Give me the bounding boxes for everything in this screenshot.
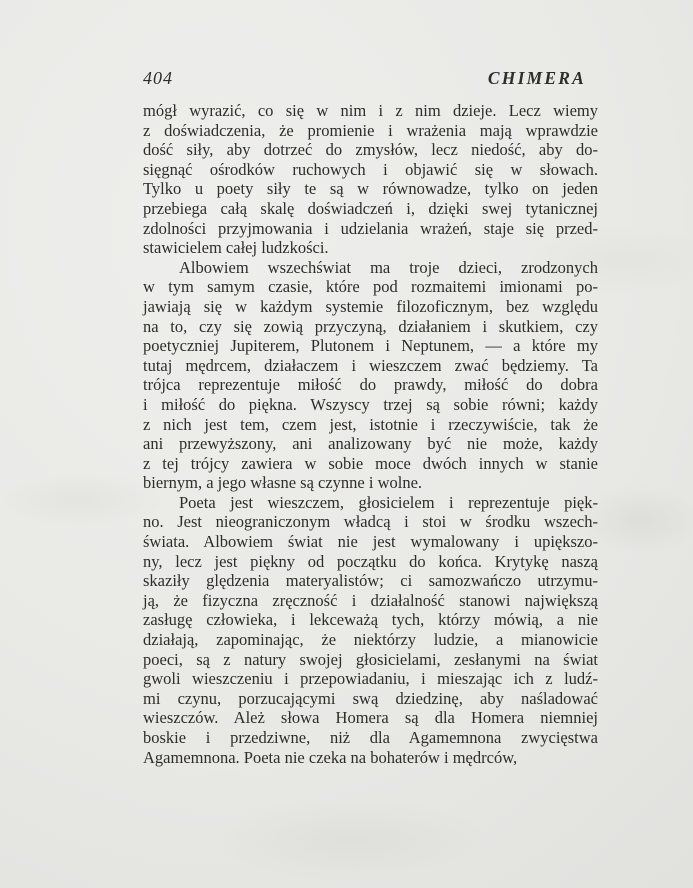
page-number: 404 (143, 68, 173, 88)
text-line: dość siły, aby dotrzeć do zmysłów, lecz niedość, aby do- (143, 140, 598, 160)
text-line: z doświadczenia, że promienie i wrażenia mają wprawdzie (143, 120, 598, 140)
text-line: trójca reprezentuje miłość do prawdy, miłość do dobra (143, 375, 598, 395)
paragraph (143, 101, 598, 258)
text-line: z tej trójcy zawiera w sobie moce dwóch innych w stanie (143, 453, 598, 473)
text-line: Tylko u poety siły te są w równowadze, tylko on jeden (143, 179, 598, 199)
page-header (143, 68, 598, 92)
text-line: zasługę człowieka, i lekceważą tych, którzy mówią, a nie (143, 610, 598, 630)
text-line: tutaj mędrcem, działaczem i wieszczem zwać będziemy. Ta (143, 355, 598, 375)
text-line: Agamemnona. Poeta nie czeka na bohaterów i mędrców, (143, 747, 518, 767)
text-line: mi czynu, porzucającymi swą dziedzinę, aby naśladować (143, 688, 598, 708)
text-line: ani przewyższony, ani analizowany być nie może, każdy (143, 434, 598, 454)
text-line: ją, że fizyczna zręczność i działalność stanowi największą (143, 590, 598, 610)
text-line: działają, zapominając, że niektórzy ludzie, a mianowicie (143, 630, 598, 650)
text-line: stawicielem całej ludzkości. (143, 238, 329, 258)
text-line: poeci, są z natury swojej głosicielami, zesłanymi na świat (143, 649, 598, 669)
text-line: biernym, a jego własne są czynne i wolne. (143, 473, 423, 493)
text-line: skaziły ględzenia materyalistów; ci samozwańczo utrzymu- (143, 571, 598, 591)
text-line: i miłość do piękna. Wszyscy trzej są sobie równi; każdy (143, 394, 598, 414)
text-line: wieszczów. Ależ słowa Homera są dla Homera niemniej (143, 708, 598, 728)
text-line: na to, czy się zowią przyczyną, działaniem i skutkiem, czy (143, 316, 598, 336)
text-line: Poeta jest wieszczem, głosicielem i reprezentuje pięk- (179, 492, 598, 512)
text-line: zdolności przyjmowania i udzielania wrażeń, staje się przed- (143, 218, 598, 238)
journal-title: CHIMERA (487, 68, 586, 88)
paragraph (143, 258, 598, 493)
text-line: Albowiem wszechświat ma troje dzieci, zrodzonych (179, 257, 598, 277)
text-line: no. Jest nieograniczonym władcą i stoi w środku wszech- (143, 512, 598, 532)
text-line: świata. Albowiem świat nie jest wymalowany i upiększo- (143, 532, 598, 552)
text-line: poetyczniej Jupiterem, Plutonem i Neptunem, — a które my (143, 336, 598, 356)
text-line: z nich jest tem, czem jest, istotnie i rzeczywiście, tak że (143, 414, 598, 434)
text-line: mógł wyrazić, co się w nim i z nim dzieje. Lecz wiemy (143, 101, 598, 120)
text-line: w tym samym czasie, które pod rozmaitemi imionami po- (143, 277, 598, 297)
text-line: ny, lecz jest piękny od początku do końca. Krytykę naszą (143, 551, 598, 571)
text-line: przebiega całą skalę doświadczeń i, dzięki swej tytanicznej (143, 198, 598, 218)
text-line: gwoli wieszczeniu i przepowiadaniu, i mieszając ich z ludź- (143, 669, 598, 689)
text-line: sięgnąć ośrodków ruchowych i objawić się w słowach. (143, 159, 598, 179)
paragraph (143, 493, 598, 767)
text-line: boskie i przedziwne, niż dla Agamemnona zwycięstwa (143, 728, 598, 747)
text-block (143, 101, 598, 767)
text-line: jawiają się w każdym systemie filozoficznym, bez względu (143, 296, 598, 316)
